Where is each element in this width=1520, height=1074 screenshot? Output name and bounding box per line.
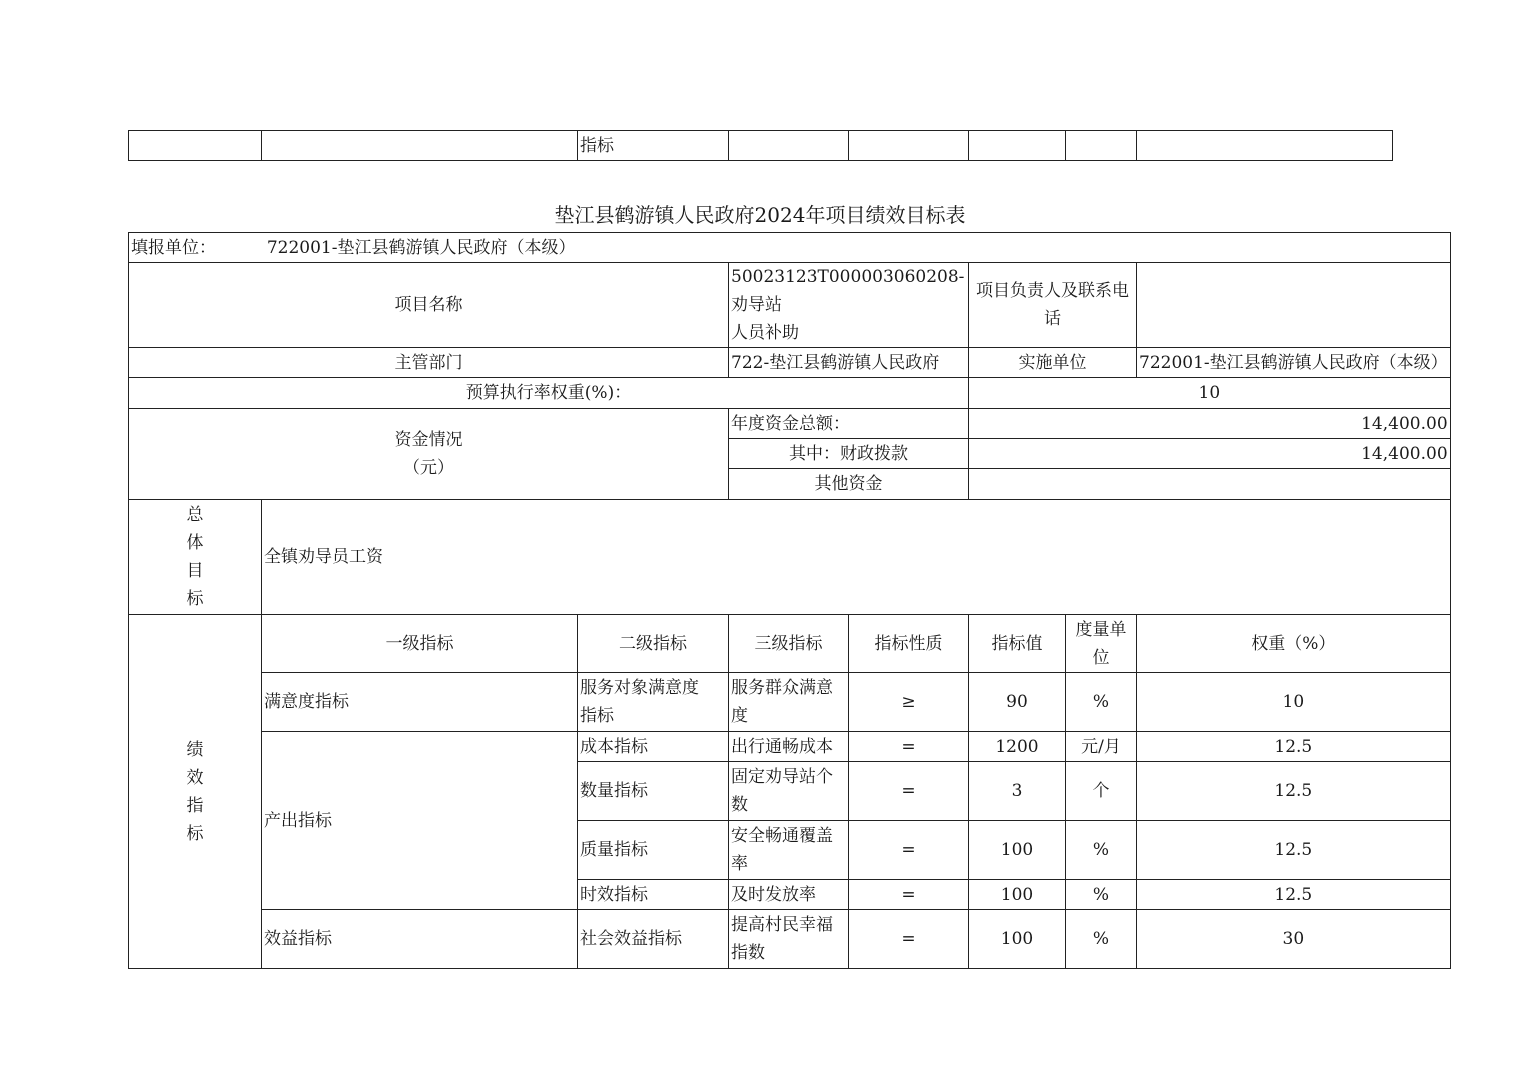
funds-total-value: 14,400.00 — [969, 409, 1451, 439]
weight-cell: 12.5 — [1137, 880, 1451, 910]
nature-cell: = — [849, 910, 969, 969]
value-cell: 3 — [969, 762, 1066, 821]
group-output: 产出指标 — [262, 732, 578, 910]
level2-cell: 社会效益指标 — [578, 910, 729, 969]
nature-cell: ≥ — [849, 673, 969, 732]
unit-cell: % — [1066, 673, 1137, 732]
fragment-cell-6 — [969, 131, 1066, 161]
project-name-value — [729, 263, 969, 348]
filler-value: 722001-垫江县鹤游镇人民政府（本级） — [266, 237, 576, 258]
level2-cell: 成本指标 — [578, 732, 729, 762]
level3-line2: 数 — [731, 795, 748, 815]
filler-label: 填报单位： — [131, 237, 216, 258]
budget-row — [129, 378, 1451, 409]
unit-cell: % — [1066, 910, 1137, 969]
group-benefit: 效益指标 — [262, 910, 578, 969]
level2-cell: 质量指标 — [578, 821, 729, 880]
nature-cell: = — [849, 732, 969, 762]
header-value: 指标值 — [969, 615, 1066, 673]
level3-line1: 提高村民幸福 — [731, 915, 833, 935]
fragment-cell-7 — [1066, 131, 1137, 161]
perf-char: 效 — [186, 767, 204, 788]
value-cell: 100 — [969, 910, 1066, 969]
perf-header-row — [129, 615, 1451, 673]
level3-cell: 及时发放率 — [729, 880, 849, 910]
perf-char: 标 — [186, 823, 204, 844]
page-title: 垫江县鹤游镇人民政府2024年项目绩效目标表 — [554, 203, 966, 227]
header-nature: 指标性质 — [849, 615, 969, 673]
filler-row — [129, 233, 1451, 263]
weight-cell: 30 — [1137, 910, 1451, 969]
value-cell: 90 — [969, 673, 1066, 732]
funds-total-label: 年度资金总额： — [729, 409, 969, 439]
nature-cell: = — [849, 880, 969, 910]
unit-cell: 元/月 — [1066, 732, 1137, 762]
level3-line1: 安全畅通覆盖 — [731, 826, 833, 846]
overall-goal-value: 全镇劝导员工资 — [262, 500, 1451, 615]
header-weight: 权重（%） — [1137, 615, 1451, 673]
header-level2: 二级指标 — [578, 615, 729, 673]
level3-cell — [729, 910, 849, 969]
dept-label: 主管部门 — [129, 348, 729, 378]
funds-other-value — [969, 469, 1451, 500]
header-unit-line2: 位 — [1092, 647, 1110, 668]
header-unit — [1066, 615, 1137, 673]
previous-table-fragment — [128, 130, 1393, 161]
table-row — [129, 732, 1451, 762]
level3-cell — [729, 821, 849, 880]
weight-cell: 12.5 — [1137, 762, 1451, 821]
project-owner-value — [1137, 263, 1451, 348]
project-row — [129, 263, 1451, 348]
project-name-label: 项目名称 — [129, 263, 729, 348]
funds-fiscal-label: 其中：财政拨款 — [729, 439, 969, 469]
filler-cell — [129, 233, 1451, 263]
level2-line1: 服务对象满意度 — [580, 678, 699, 698]
level3-line1: 固定劝导站个 — [731, 767, 833, 787]
nature-cell: = — [849, 821, 969, 880]
weight-cell: 10 — [1137, 673, 1451, 732]
impl-label: 实施单位 — [969, 348, 1137, 378]
header-level1: 一级指标 — [262, 615, 578, 673]
performance-target-table — [128, 232, 1451, 969]
funds-label-line1: 资金情况 — [394, 430, 463, 450]
project-name-line2: 人员补助 — [731, 323, 799, 343]
header-unit-line1: 度量单 — [1075, 619, 1127, 640]
perf-char: 绩 — [186, 739, 204, 760]
level3-line2: 率 — [731, 854, 748, 874]
overall-goal-label — [129, 500, 262, 615]
project-name-line1: 50023123T000003060208-劝导站 — [731, 267, 965, 315]
dept-value: 722-垫江县鹤游镇人民政府 — [729, 348, 969, 378]
header-level3: 三级指标 — [729, 615, 849, 673]
level2-line2: 指标 — [580, 706, 614, 726]
table-row — [129, 673, 1451, 732]
level2-cell — [578, 673, 729, 732]
project-owner-label: 项目负责人及联系电话 — [969, 263, 1137, 348]
budget-label: 预算执行率权重(%)： — [129, 378, 969, 409]
level3-line1: 服务群众满意 — [731, 678, 833, 698]
overall-goal-char: 体 — [186, 533, 204, 553]
fragment-cell-5 — [849, 131, 969, 161]
unit-cell: % — [1066, 880, 1137, 910]
funds-fiscal-value: 14,400.00 — [969, 439, 1451, 469]
fragment-cell-indicator: 指标 — [578, 131, 729, 161]
value-cell: 100 — [969, 821, 1066, 880]
overall-goal-char: 目 — [186, 561, 204, 581]
impl-value: 722001-垫江县鹤游镇人民政府（本级） — [1137, 348, 1451, 378]
weight-cell: 12.5 — [1137, 732, 1451, 762]
budget-value: 10 — [969, 378, 1451, 409]
funds-label — [129, 409, 729, 500]
fragment-cell-1 — [129, 131, 262, 161]
dept-row — [129, 348, 1451, 378]
value-cell: 100 — [969, 880, 1066, 910]
table-row — [129, 910, 1451, 969]
level3-cell: 出行通畅成本 — [729, 732, 849, 762]
level3-line2: 指数 — [731, 943, 765, 963]
perf-label — [129, 615, 262, 969]
unit-cell: 个 — [1066, 762, 1137, 821]
overall-goal-row — [129, 500, 1451, 615]
level3-cell — [729, 762, 849, 821]
funds-total-row — [129, 409, 1451, 439]
level3-cell — [729, 673, 849, 732]
group-satisfaction: 满意度指标 — [262, 673, 578, 732]
funds-label-line2: （元） — [403, 458, 454, 478]
nature-cell: = — [849, 762, 969, 821]
level2-cell: 时效指标 — [578, 880, 729, 910]
fragment-cell-4 — [729, 131, 849, 161]
fragment-cell-8 — [1137, 131, 1393, 161]
level2-cell: 数量指标 — [578, 762, 729, 821]
level3-line2: 度 — [731, 706, 748, 726]
value-cell: 1200 — [969, 732, 1066, 762]
unit-cell: % — [1066, 821, 1137, 880]
perf-char: 指 — [186, 795, 204, 816]
overall-goal-char: 标 — [186, 589, 204, 609]
overall-goal-char: 总 — [186, 505, 204, 525]
funds-other-label: 其他资金 — [729, 469, 969, 500]
fragment-cell-2 — [262, 131, 578, 161]
weight-cell: 12.5 — [1137, 821, 1451, 880]
